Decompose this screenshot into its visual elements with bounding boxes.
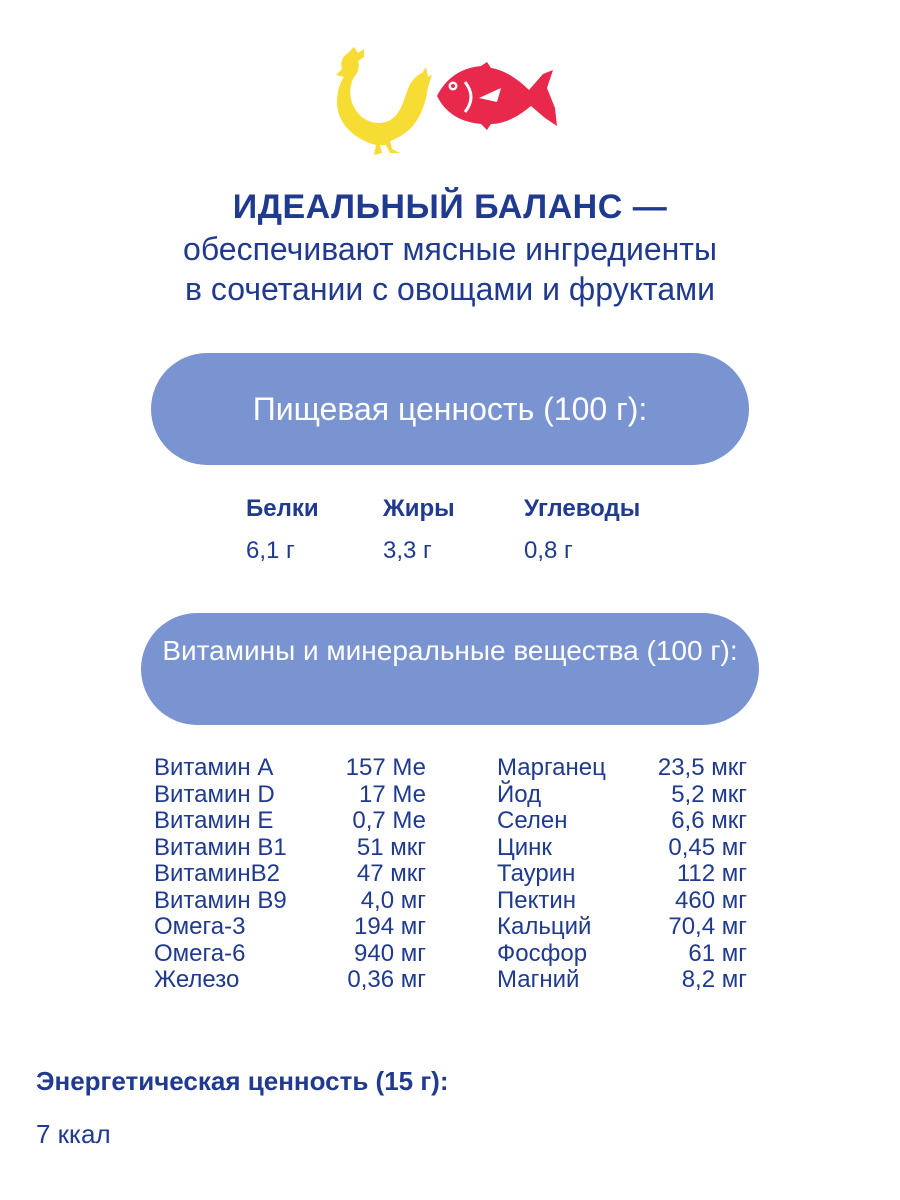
item-name: Йод [497, 780, 542, 808]
item-name: Таурин [497, 860, 576, 887]
list-item [497, 861, 747, 888]
list-item [497, 888, 747, 915]
item-name: Витамин E [154, 807, 274, 834]
item-value: 194 мг [354, 913, 426, 940]
macro-value: 0,8 г [524, 537, 573, 564]
item-name: Омега-6 [154, 939, 246, 967]
nutrition-banner [151, 353, 749, 465]
item-name: Селен [497, 807, 568, 834]
item-value: 23,5 мкг [657, 754, 747, 781]
item-name: Железо [154, 966, 240, 993]
item-value: 0,36 мг [347, 966, 426, 993]
item-value: 0,7 Ме [352, 807, 426, 834]
nutrition-title: Пищевая ценность (100 г): [252, 391, 648, 427]
item-value: 70,4 мг [668, 913, 747, 940]
macro-label: Углеводы [524, 495, 641, 522]
list-item [154, 782, 426, 809]
item-name: Витамин A [154, 754, 274, 781]
macro-carbs [524, 495, 724, 565]
list-item [497, 755, 747, 782]
list-item [497, 782, 747, 809]
list-item [154, 835, 426, 862]
item-value: 460 мг [675, 886, 747, 914]
item-name: Витамин B9 [154, 886, 287, 914]
item-value: 940 мг [354, 939, 426, 967]
headline-line-1: обеспечивают мясные ингредиенты [183, 231, 717, 267]
list-item [154, 861, 426, 888]
macro-value: 6,1 г [246, 537, 295, 564]
item-name: Пектин [497, 886, 577, 914]
item-name: Цинк [497, 833, 552, 861]
item-value: 8,2 мг [681, 966, 747, 993]
chicken-icon [330, 45, 435, 157]
item-value: 0,45 мг [668, 833, 747, 861]
item-value: 61 мг [688, 939, 747, 967]
item-value: 112 мг [676, 860, 747, 887]
item-name: Кальций [497, 913, 592, 940]
energy-section [36, 1066, 448, 1150]
headline [0, 185, 900, 309]
list-item [154, 941, 426, 968]
item-name: Витамин D [154, 780, 275, 808]
item-value: 157 Ме [345, 754, 426, 781]
vitamins-list-right [497, 755, 747, 994]
item-value: 47 мкг [356, 860, 426, 887]
item-name: Омега-3 [154, 913, 246, 940]
vitamins-banner [141, 613, 759, 725]
energy-value: 7 ккал [36, 1119, 111, 1149]
list-item [497, 941, 747, 968]
item-value: 4,0 мг [360, 886, 426, 914]
item-name: Фосфор [497, 939, 588, 967]
item-name: Витамин B1 [154, 833, 287, 861]
list-item [497, 808, 747, 835]
list-item [154, 888, 426, 915]
list-item [497, 967, 747, 994]
item-value: 6,6 мкг [671, 807, 747, 834]
list-item [497, 835, 747, 862]
list-item [154, 967, 426, 994]
energy-title: Энергетическая ценность (15 г): [36, 1066, 449, 1096]
headline-line-2: в сочетании с овощами и фруктами [184, 271, 716, 307]
item-value: 17 Ме [359, 780, 426, 808]
list-item [154, 808, 426, 835]
item-value: 5,2 мкг [671, 780, 747, 808]
item-name: Магний [497, 966, 580, 993]
animal-icons [330, 40, 570, 160]
list-item [497, 914, 747, 941]
item-value: 51 мкг [356, 833, 426, 861]
macro-label: Жиры [383, 495, 455, 522]
list-item [154, 914, 426, 941]
item-name: ВитаминB2 [154, 860, 280, 887]
macro-label: Белки [246, 495, 319, 522]
macro-value: 3,3 г [383, 537, 432, 564]
item-name: Марганец [497, 754, 606, 781]
vitamins-title: Витамины и минеральные вещества (100 г): [162, 635, 738, 666]
vitamins-list-left [154, 755, 426, 994]
list-item [154, 755, 426, 782]
headline-title: ИДЕАЛЬНЫЙ БАЛАНС — [232, 188, 668, 226]
fish-icon [435, 62, 560, 130]
